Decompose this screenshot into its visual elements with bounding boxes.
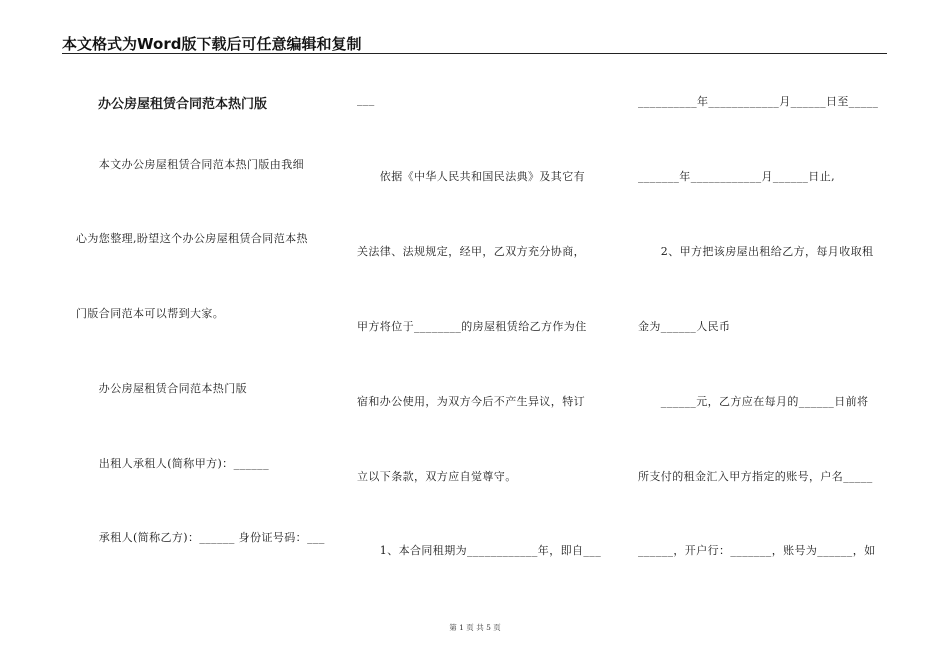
body-line: 金为______人民币 — [638, 320, 731, 333]
body-line: 依据《中华人民共和国民法典》及其它有 — [357, 170, 585, 183]
body-line: 立以下条款，双方应自觉尊守。 — [357, 470, 517, 483]
lessee-line: 承租人(简称乙方)：______ 身份证号码：___ — [76, 531, 325, 544]
body-line: 2、甲方把该房屋出租给乙方，每月收取租 — [638, 245, 874, 258]
body-line: _______年____________月______日止, — [638, 170, 835, 183]
body-line: ______，开户行：_______，账号为______，如 — [638, 544, 876, 557]
body-line: 心为您整理,盼望这个办公房屋租赁合同范本热 — [76, 232, 308, 245]
body-line: 宿和办公使用，为双方今后不产生异议，特订 — [357, 395, 585, 408]
page-number: 第 1 页 共 5 页 — [449, 623, 501, 632]
body-line: 本文办公房屋租赁合同范本热门版由我细 — [76, 158, 304, 171]
body-line: __________年____________月______日至_____ — [638, 95, 879, 108]
lessor-line: 出租人承租人(简称甲方)：______ — [76, 457, 269, 470]
body-line: 关法律、法规规定，经甲，乙双方充分协商， — [357, 245, 585, 258]
body-line: ___ — [357, 93, 375, 106]
document-title: 办公房屋租赁合同范本热门版 — [98, 97, 268, 112]
body-line: 甲方将位于________的房屋租赁给乙方作为住 — [357, 320, 587, 333]
body-line: 所支付的租金汇入甲方指定的账号，户名_____ — [638, 470, 873, 483]
document-banner: 本文格式为Word版下载后可任意编辑和复制 — [62, 35, 362, 53]
body-line: ______元，乙方应在每月的______日前将 — [638, 395, 869, 408]
body-line: 1、本合同租期为____________年，即自___ — [357, 544, 602, 557]
body-line: 门版合同范本可以帮到大家。 — [76, 307, 225, 320]
banner-divider — [62, 53, 887, 54]
section-heading: 办公房屋租赁合同范本热门版 — [76, 382, 247, 395]
